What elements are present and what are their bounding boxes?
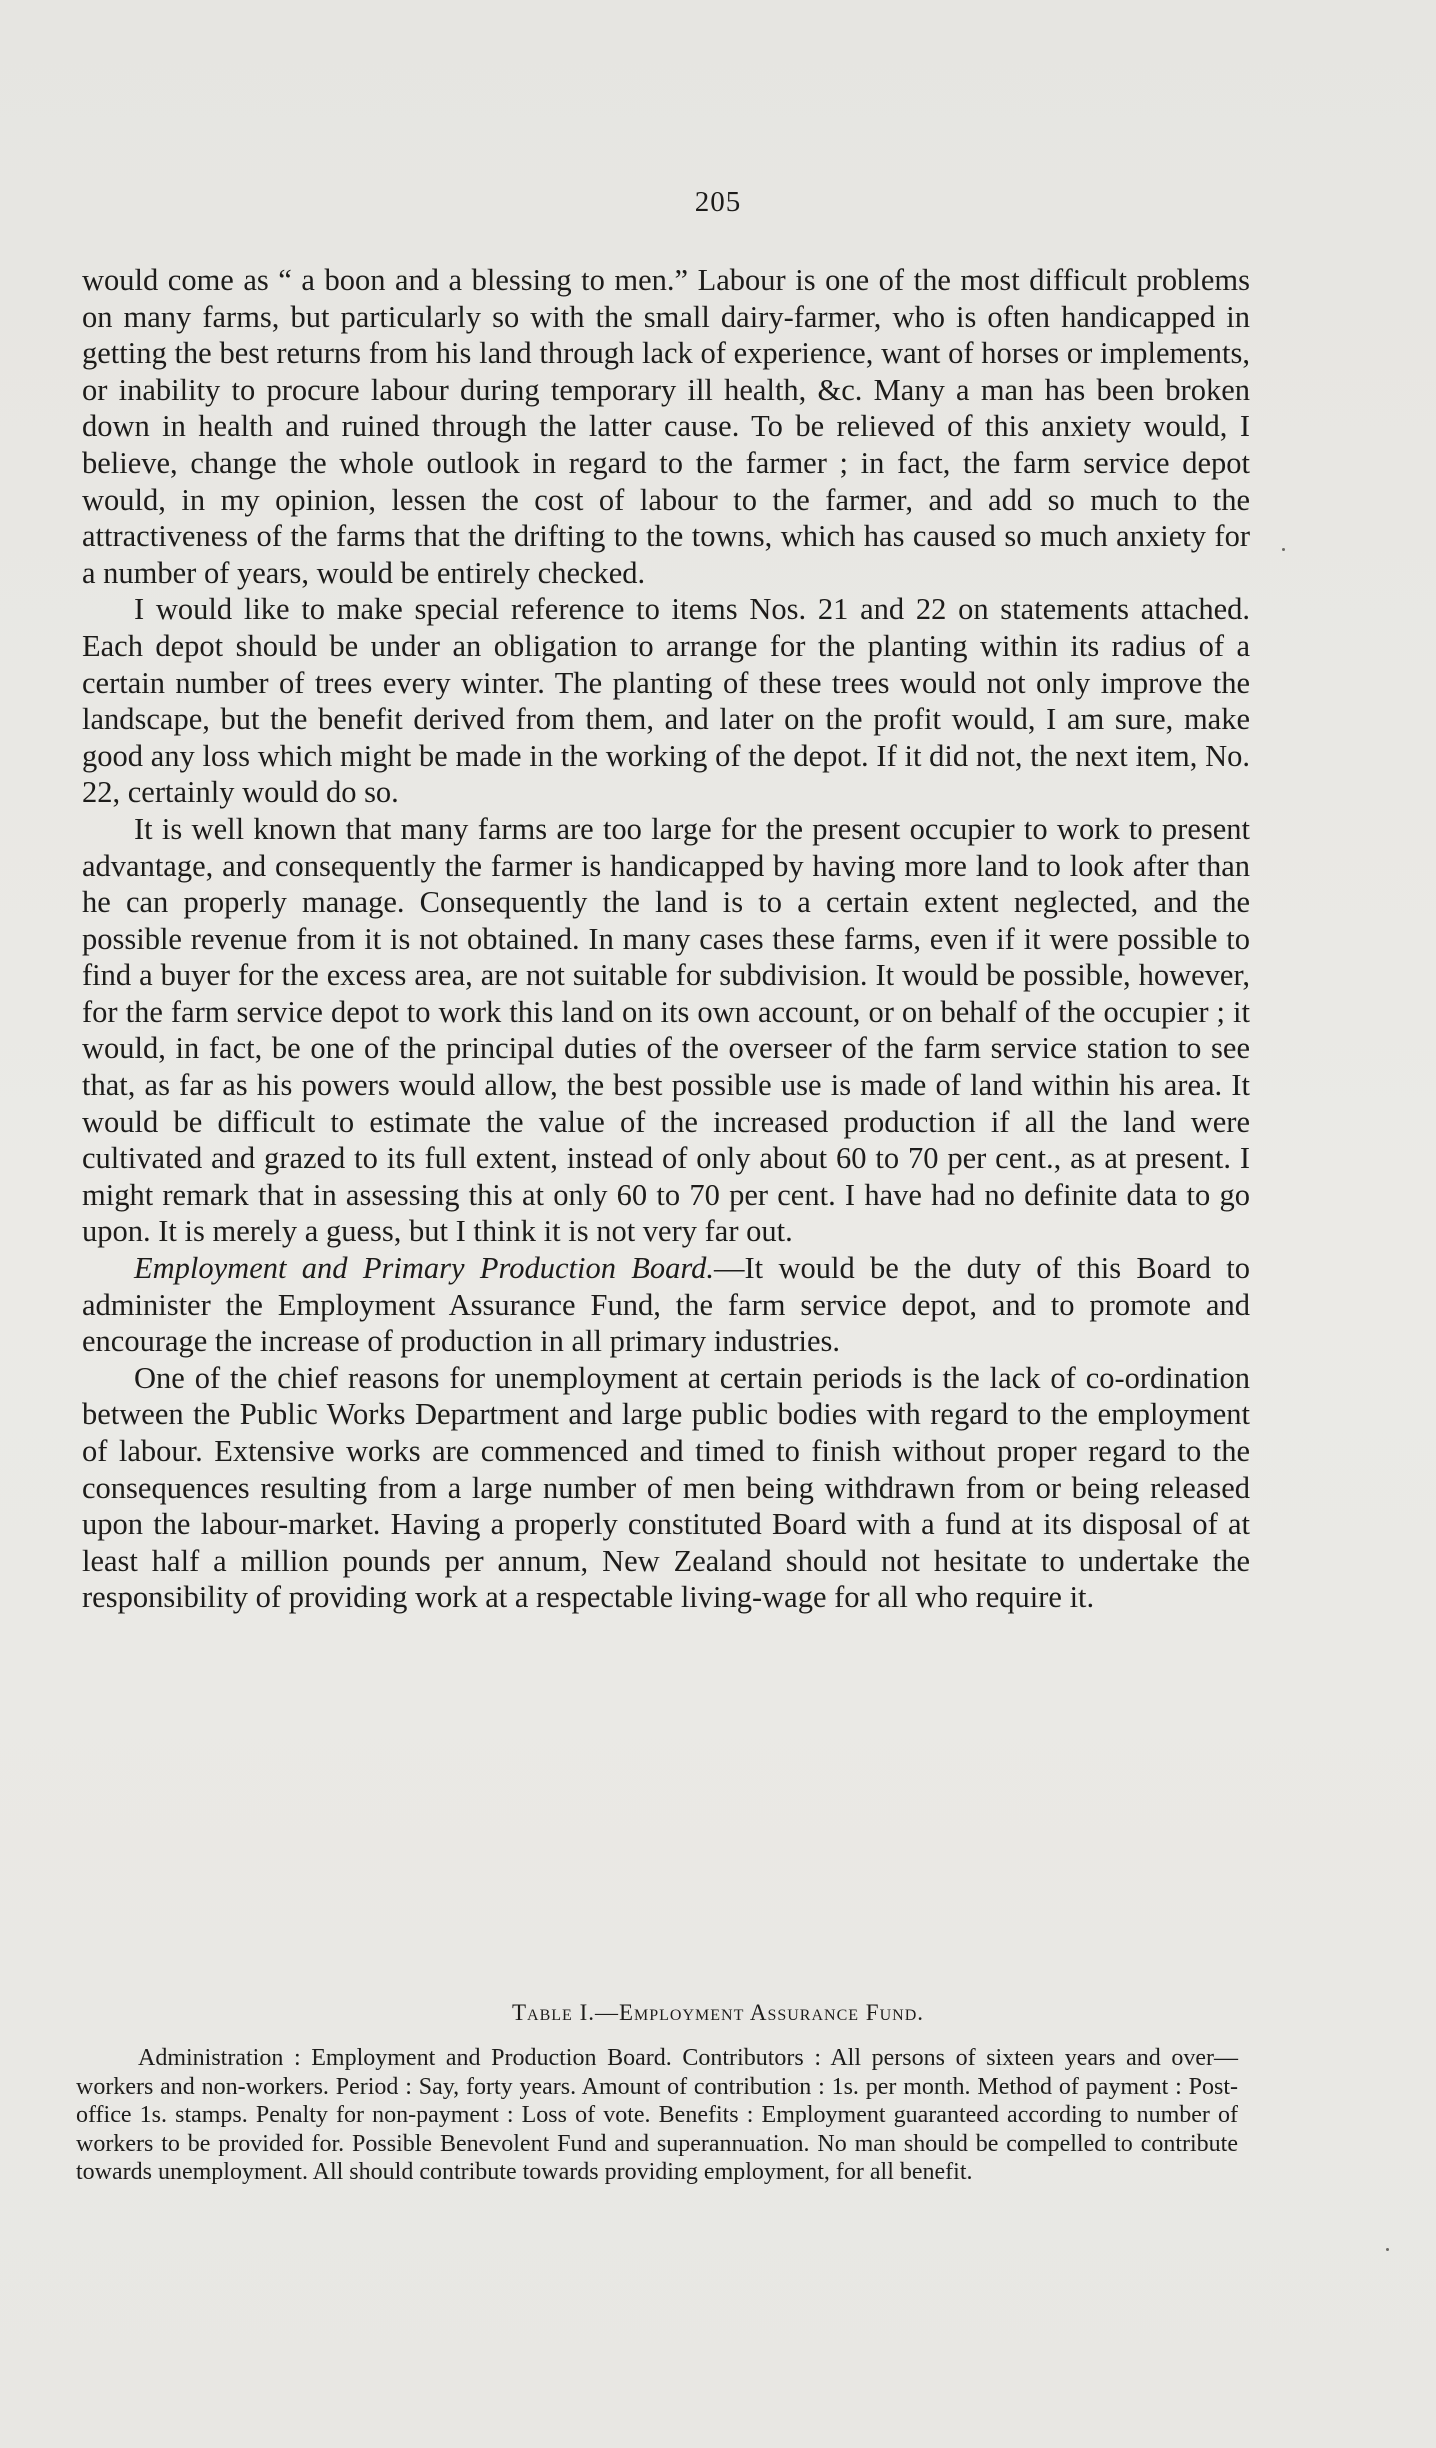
paragraph-board-text: —It would be the duty of this Board to administer the Employment Assurance Fund, the farm service depot, and to promote and encourage the increase of production in all primary industries. [82, 1251, 1250, 1359]
paragraph-large-farms: It is well known that many farms are too large for the present occupier to work to present advantage, and consequently the farmer is handicapped by having more land to look after than he can properly manage. Consequently the land is to a certain extent neglected, and the possible revenue from it is not obtained. In many cases these farms, even if it were possible to find a buyer for the excess area, are not suitable for subdivision. It would be possible, however, for the farm service depot to work this land on its own account, or on behalf of the occupier ; it would, in fact, be one of the principal duties of the overseer of the farm service station to see that, as far as his powers would allow, the best possible use is made of land within his area. It would be difficult to estimate the value of the increased production if all the land were cultivated and grazed to its full extent, instead of only about 60 to 70 per cent., as at present. I might remark that in assessing this at only 60 to 70 per cent. I have had no definite data to go upon. It is merely a guess, but I think it is not very far out. [82, 811, 1250, 1249]
table-description: Administration : Employment and Production Board. Contributors : All persons of sixteen years and over—workers and non-workers. Period : Say, forty years. Amount of contribution : 1s. per month. Method of payment : Post-office 1s. stamps. Penalty for non-payment : Loss of vote. Benefits : Employment guaranteed according to number of workers to be provided for. Possible Benevolent Fund and superannuation. No man should be compelled to contribute towards unemployment. All should contribute towards providing employment, for all benefit. [76, 2045, 1238, 2185]
body-text [82, 262, 1250, 1616]
table-caption-prefix: Table I. [512, 2000, 595, 2025]
paragraph-unemployment: One of the chief reasons for unemployment at certain periods is the lack of co-ordination between the Public Works Department and large public bodies with regard to the employment of labour. Extensive works are commenced and timed to finish without proper regard to the consequences resulting from a large number of men being withdrawn from or being released upon the labour-market. Having a properly constituted Board with a fund at its disposal of at least half a million pounds per annum, New Zealand should not hesitate to undertake the responsibility of providing work at a respectable living-wage for all who require it. [82, 1360, 1250, 1615]
paper-speck [1386, 2248, 1389, 2251]
page-number: 205 [694, 186, 742, 218]
paragraph-tree-planting: I would like to make special reference to items Nos. 21 and 22 on statements attached. Each depot should be under an obligation to arrange for the planting within its radius of a certain number of trees every winter. The planting of these trees would not only improve the landscape, but the benefit derived from them, and later on the profit would, I am sure, make good any loss which might be made in the working of the depot. If it did not, the next item, No. 22, certainly would do so. [82, 592, 1250, 810]
table-caption-title: —Employment Assurance Fund. [594, 2000, 924, 2025]
section-heading-board: Employment and Primary Production Board. [134, 1251, 715, 1286]
paper-speck [1282, 548, 1285, 551]
paragraph-board [82, 1250, 1250, 1360]
paragraph-labour: would come as “ a boon and a blessing to men.” Labour is one of the most difficult problems on many farms, but particularly so with the small dairy-farmer, who is often handicapped in getting the best returns from his land through lack of experience, want of horses or implements, or inability to procure labour during temporary ill health, &c. Many a man has been broken down in health and ruined through the latter cause. To be relieved of this anxiety would, I believe, change the whole outlook in regard to the farmer ; in fact, the farm service depot would, in my opinion, lessen the cost of labour to the farmer, and add so much to the attractiveness of the farms that the drifting to the towns, which has caused so much anxiety for a number of years, would be entirely checked. [82, 263, 1250, 590]
table-caption [0, 2000, 1436, 2026]
